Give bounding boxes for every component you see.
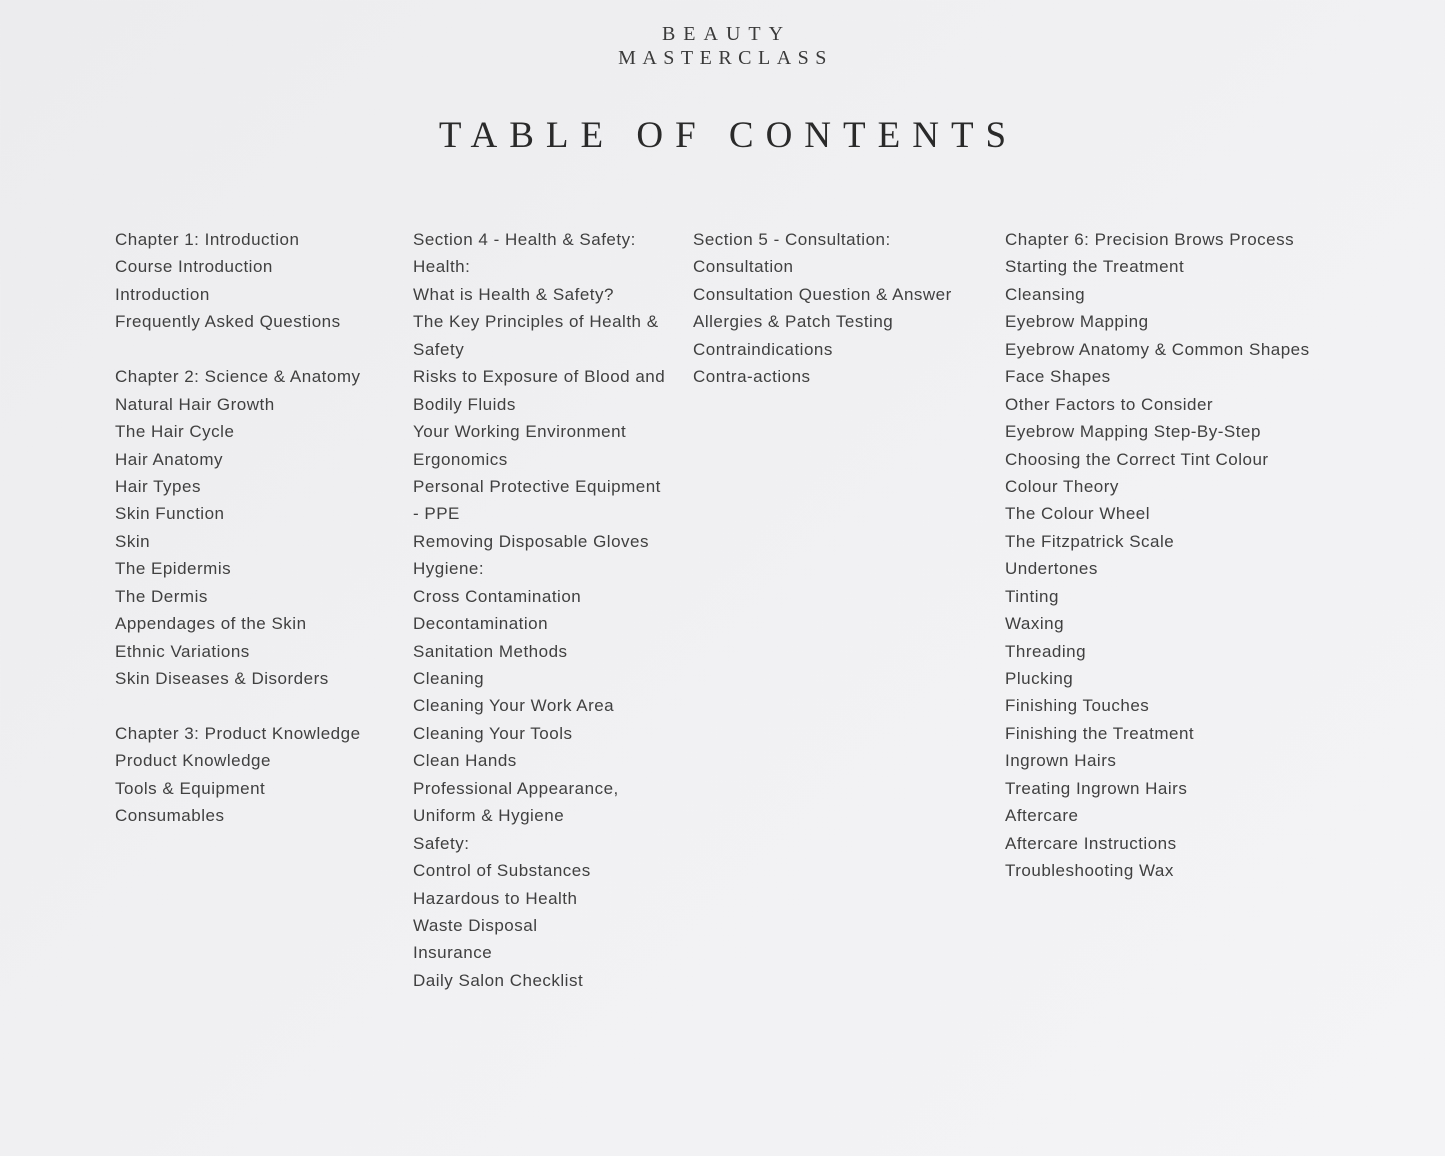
toc-entry: The Colour Wheel xyxy=(1005,504,1151,524)
toc-entry: Tools & Equipment xyxy=(115,778,266,798)
toc-entry: - PPE xyxy=(413,504,460,524)
toc-column-1 xyxy=(115,226,361,830)
toc-entry: Safety xyxy=(413,339,465,359)
toc-entry: Chapter 2: Science & Anatomy xyxy=(115,367,361,387)
toc-entry: Aftercare xyxy=(1005,806,1079,826)
toc-entry: Health: xyxy=(413,257,471,277)
toc-entry: Eyebrow Mapping xyxy=(1005,312,1149,332)
toc-entry: Hair Anatomy xyxy=(115,449,224,469)
toc-entry: Consultation Question & Answer xyxy=(693,284,952,304)
page-title: TABLE OF CONTENTS xyxy=(438,115,1019,156)
toc-spacer xyxy=(115,336,361,363)
toc-entry: Hygiene: xyxy=(413,559,485,579)
brand-logo xyxy=(0,22,1445,70)
toc-entry: Finishing Touches xyxy=(1005,696,1150,716)
toc-entry: Allergies & Patch Testing xyxy=(693,312,894,332)
toc-entry: Insurance xyxy=(413,943,493,963)
toc-entry: Natural Hair Growth xyxy=(115,394,275,414)
toc-entry: Cleaning Your Tools xyxy=(413,723,573,743)
toc-entry: Personal Protective Equipment xyxy=(413,476,661,496)
toc-entry: Colour Theory xyxy=(1005,476,1119,496)
toc-entry: Clean Hands xyxy=(413,751,517,771)
toc-entry: Product Knowledge xyxy=(115,751,271,771)
toc-entry: Threading xyxy=(1005,641,1087,661)
toc-column-2 xyxy=(413,226,665,994)
toc-entry: Finishing the Treatment xyxy=(1005,723,1195,743)
toc-entry: The Epidermis xyxy=(115,559,232,579)
toc-entry: What is Health & Safety? xyxy=(413,284,614,304)
toc-entry: Introduction xyxy=(115,284,210,304)
toc-entry: Troubleshooting Wax xyxy=(1005,861,1174,881)
toc-entry: Eyebrow Mapping Step-By-Step xyxy=(1005,422,1261,442)
toc-entry: Tinting xyxy=(1005,586,1059,606)
toc-entry: Sanitation Methods xyxy=(413,641,568,661)
brand-line-2: MASTERCLASS xyxy=(618,47,833,69)
brand-line-1: BEAUTY xyxy=(661,23,792,45)
toc-entry: Skin xyxy=(115,531,151,551)
toc-entry: Cleaning xyxy=(413,669,485,688)
toc-entry: Chapter 3: Product Knowledge xyxy=(115,723,361,743)
toc-entry: Undertones xyxy=(1005,559,1098,579)
toc-entry: Face Shapes xyxy=(1005,367,1111,387)
toc-entry: The Key Principles of Health & xyxy=(413,312,659,332)
toc-entry: The Hair Cycle xyxy=(115,422,235,442)
toc-entry: Starting the Treatment xyxy=(1005,257,1185,277)
toc-entry: Choosing the Correct Tint Colour xyxy=(1005,449,1269,469)
toc-entry: Your Working Environment xyxy=(413,422,627,442)
toc-spacer xyxy=(115,692,361,719)
toc-entry: Decontamination xyxy=(413,614,549,634)
toc-entry: Removing Disposable Gloves xyxy=(413,531,649,551)
toc-entry: Control of Substances xyxy=(413,861,591,881)
toc-entry: Consultation xyxy=(693,257,794,277)
toc-entry: Cleansing xyxy=(1005,284,1086,304)
toc-entry: Waste Disposal xyxy=(413,915,538,935)
toc-entry: Ergonomics xyxy=(413,449,508,469)
toc-entry: Cleaning Your Work Area xyxy=(413,696,615,716)
toc-entry: Contraindications xyxy=(693,339,833,359)
toc-entry: Chapter 1: Introduction xyxy=(115,230,300,249)
toc-entry: Skin Function xyxy=(115,504,225,524)
toc-entry: The Fitzpatrick Scale xyxy=(1005,531,1175,551)
toc-entry: Ethnic Variations xyxy=(115,641,250,661)
toc-entry: Daily Salon Checklist xyxy=(413,970,584,990)
toc-entry: Plucking xyxy=(1005,669,1074,688)
toc-entry: The Dermis xyxy=(115,586,208,606)
toc-entry: Contra-actions xyxy=(693,367,811,387)
toc-entry: Professional Appearance, xyxy=(413,778,619,798)
toc-entry: Consumables xyxy=(115,806,225,826)
toc-entry: Hazardous to Health xyxy=(413,888,578,908)
toc-entry: Eyebrow Anatomy & Common Shapes xyxy=(1005,339,1310,359)
toc-entry: Chapter 6: Precision Brows Process xyxy=(1005,230,1295,249)
toc-entry: Appendages of the Skin xyxy=(115,614,307,634)
toc-entry: Section 4 - Health & Safety: xyxy=(413,230,636,249)
toc-entry: Aftercare Instructions xyxy=(1005,833,1177,853)
toc-entry: Uniform & Hygiene xyxy=(413,806,565,826)
toc-column-4 xyxy=(1005,226,1310,885)
toc-entry: Safety: xyxy=(413,833,470,853)
toc-entry: Frequently Asked Questions xyxy=(115,312,341,332)
toc-entry: Waxing xyxy=(1005,614,1065,634)
toc-entry: Skin Diseases & Disorders xyxy=(115,669,329,688)
toc-entry: Hair Types xyxy=(115,476,201,496)
toc-column-3 xyxy=(693,226,952,391)
toc-entry: Bodily Fluids xyxy=(413,394,516,414)
toc-entry: Course Introduction xyxy=(115,257,273,277)
toc-entry: Section 5 - Consultation: xyxy=(693,230,891,249)
toc-entry: Treating Ingrown Hairs xyxy=(1005,778,1188,798)
toc-entry: Risks to Exposure of Blood and xyxy=(413,367,666,387)
toc-entry: Cross Contamination xyxy=(413,586,582,606)
toc-entry: Other Factors to Consider xyxy=(1005,394,1214,414)
toc-entry: Ingrown Hairs xyxy=(1005,751,1117,771)
